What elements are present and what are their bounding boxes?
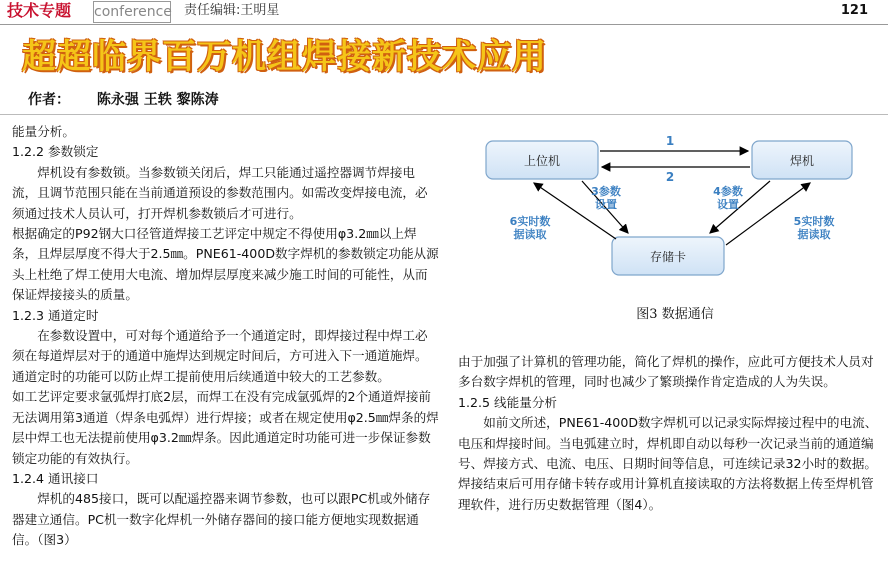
article-title: 超超临界百万机组焊接新技术应用 (22, 37, 547, 77)
section-heading: 1.2.3 通道定时 (12, 307, 99, 323)
left-column (12, 122, 440, 551)
paragraph: 由于加强了计算机的管理功能，简化了焊机的操作，应此可方便技术人员对多台数字焊机的管理，同时也减少了繁琐操作肯定造成的人为失误。 (458, 354, 874, 390)
section-heading: 1.2.5 线能量分析 (458, 394, 558, 410)
section-heading: 1.2.2 参数锁定 (12, 144, 99, 160)
paragraph: 根据确定的P92钢大口径管道焊接工艺评定中规定不得使用φ3.2㎜以上焊条，且焊层厚度不得大于2.5㎜。PNE61-400D数字焊机的参数锁定功能从源头上杜绝了焊工使用大电流、增加焊层厚度来减少施工时间的可能性，从而保证焊接接头的质量。 (12, 226, 439, 303)
divider (0, 114, 888, 115)
paragraph: 焊机的485接口，既可以配遥控器来调节参数，也可以跟PC机或外储存器建立通信。PC机一数字化焊机一外储存器间的接口能方便地实现数据通信。（图3） (12, 491, 431, 548)
arrow-5-label-line2: 据读取 (797, 228, 831, 241)
arrow-5-label-line1: 5实时数 (793, 215, 835, 228)
memory-card-label: 存储卡 (649, 250, 687, 264)
arrow-4-label-line2: 设置 (717, 198, 739, 211)
arrow-1-label: 1 (665, 134, 675, 148)
arrow-3-label-line1: 3参数 (591, 185, 621, 198)
author-label: 作者： (28, 92, 70, 108)
paragraph: 在参数设置中，可对每个通道给予一个通道定时，即焊接过程中焊工必须在每道焊层对于的通道中施焊达到规定时间后，方可进入下一通道施焊。通道定时的功能可以防止焊工提前使用后续通道中较大的工艺参数。 (12, 328, 428, 384)
figure-caption: 图3 数据通信 (636, 307, 714, 322)
arrow-6-label-line2: 据读取 (513, 228, 547, 241)
author-names: 陈永强 王轶 黎陈涛 (96, 92, 219, 108)
page-header (0, 0, 888, 25)
editor-line: 责任编辑:王明星 (184, 3, 280, 18)
arrow-4-label-line1: 4参数 (713, 185, 743, 198)
paragraph: 焊机设有参数锁。当参数锁关闭后，焊工只能通过遥控器调节焊接电流，且调节范围只能在当前通道预设的参数范围内。如需改变焊接电流，必须通过技术人员认可，打开焊机参数锁后才可进行。 (12, 164, 428, 221)
conference-label: conference (93, 1, 171, 23)
author-line (28, 91, 219, 109)
right-column (458, 352, 878, 515)
arrow-3-label-line2: 设置 (595, 198, 617, 211)
arrow-2-label: 2 (665, 170, 675, 184)
paragraph: 如工艺评定要求氩弧焊打底2层，而焊工在没有完成氩弧焊的2个通道焊接前无法调用第3通道（焊条电弧焊）进行焊接；或者在规定使用φ2.5㎜焊条的焊层中焊工也无法提前使用φ3.2㎜焊条。因此通道定时功能可进一步保证参数锁定功能的有效执行。 (12, 389, 439, 466)
section-heading: 1.2.4 通讯接口 (12, 470, 99, 486)
arrow-6-label-line1: 6实时数 (509, 215, 551, 228)
paragraph: 能量分析。 (12, 124, 75, 139)
page-number: 121 (840, 3, 868, 18)
section-tag: 技术专题 (4, 1, 74, 21)
upper-computer-label: 上位机 (523, 154, 561, 168)
paragraph: 如前文所述，PNE61-400D数字焊机可以记录实际焊接过程中的电流、电压和焊接时间。当电弧建立时，焊机即自动以每秒一次记录当前的通道编号、焊接方式、电流、电压、日期时间等信息，可连续记录32小时的数据。焊接结束后可用存储卡转存或用计算机直接读取的方法将数据上传至焊机管理软件，进行历史数据管理（图4）。 (458, 415, 878, 512)
welder-label: 焊机 (789, 154, 815, 168)
data-communication-diagram (470, 127, 870, 287)
